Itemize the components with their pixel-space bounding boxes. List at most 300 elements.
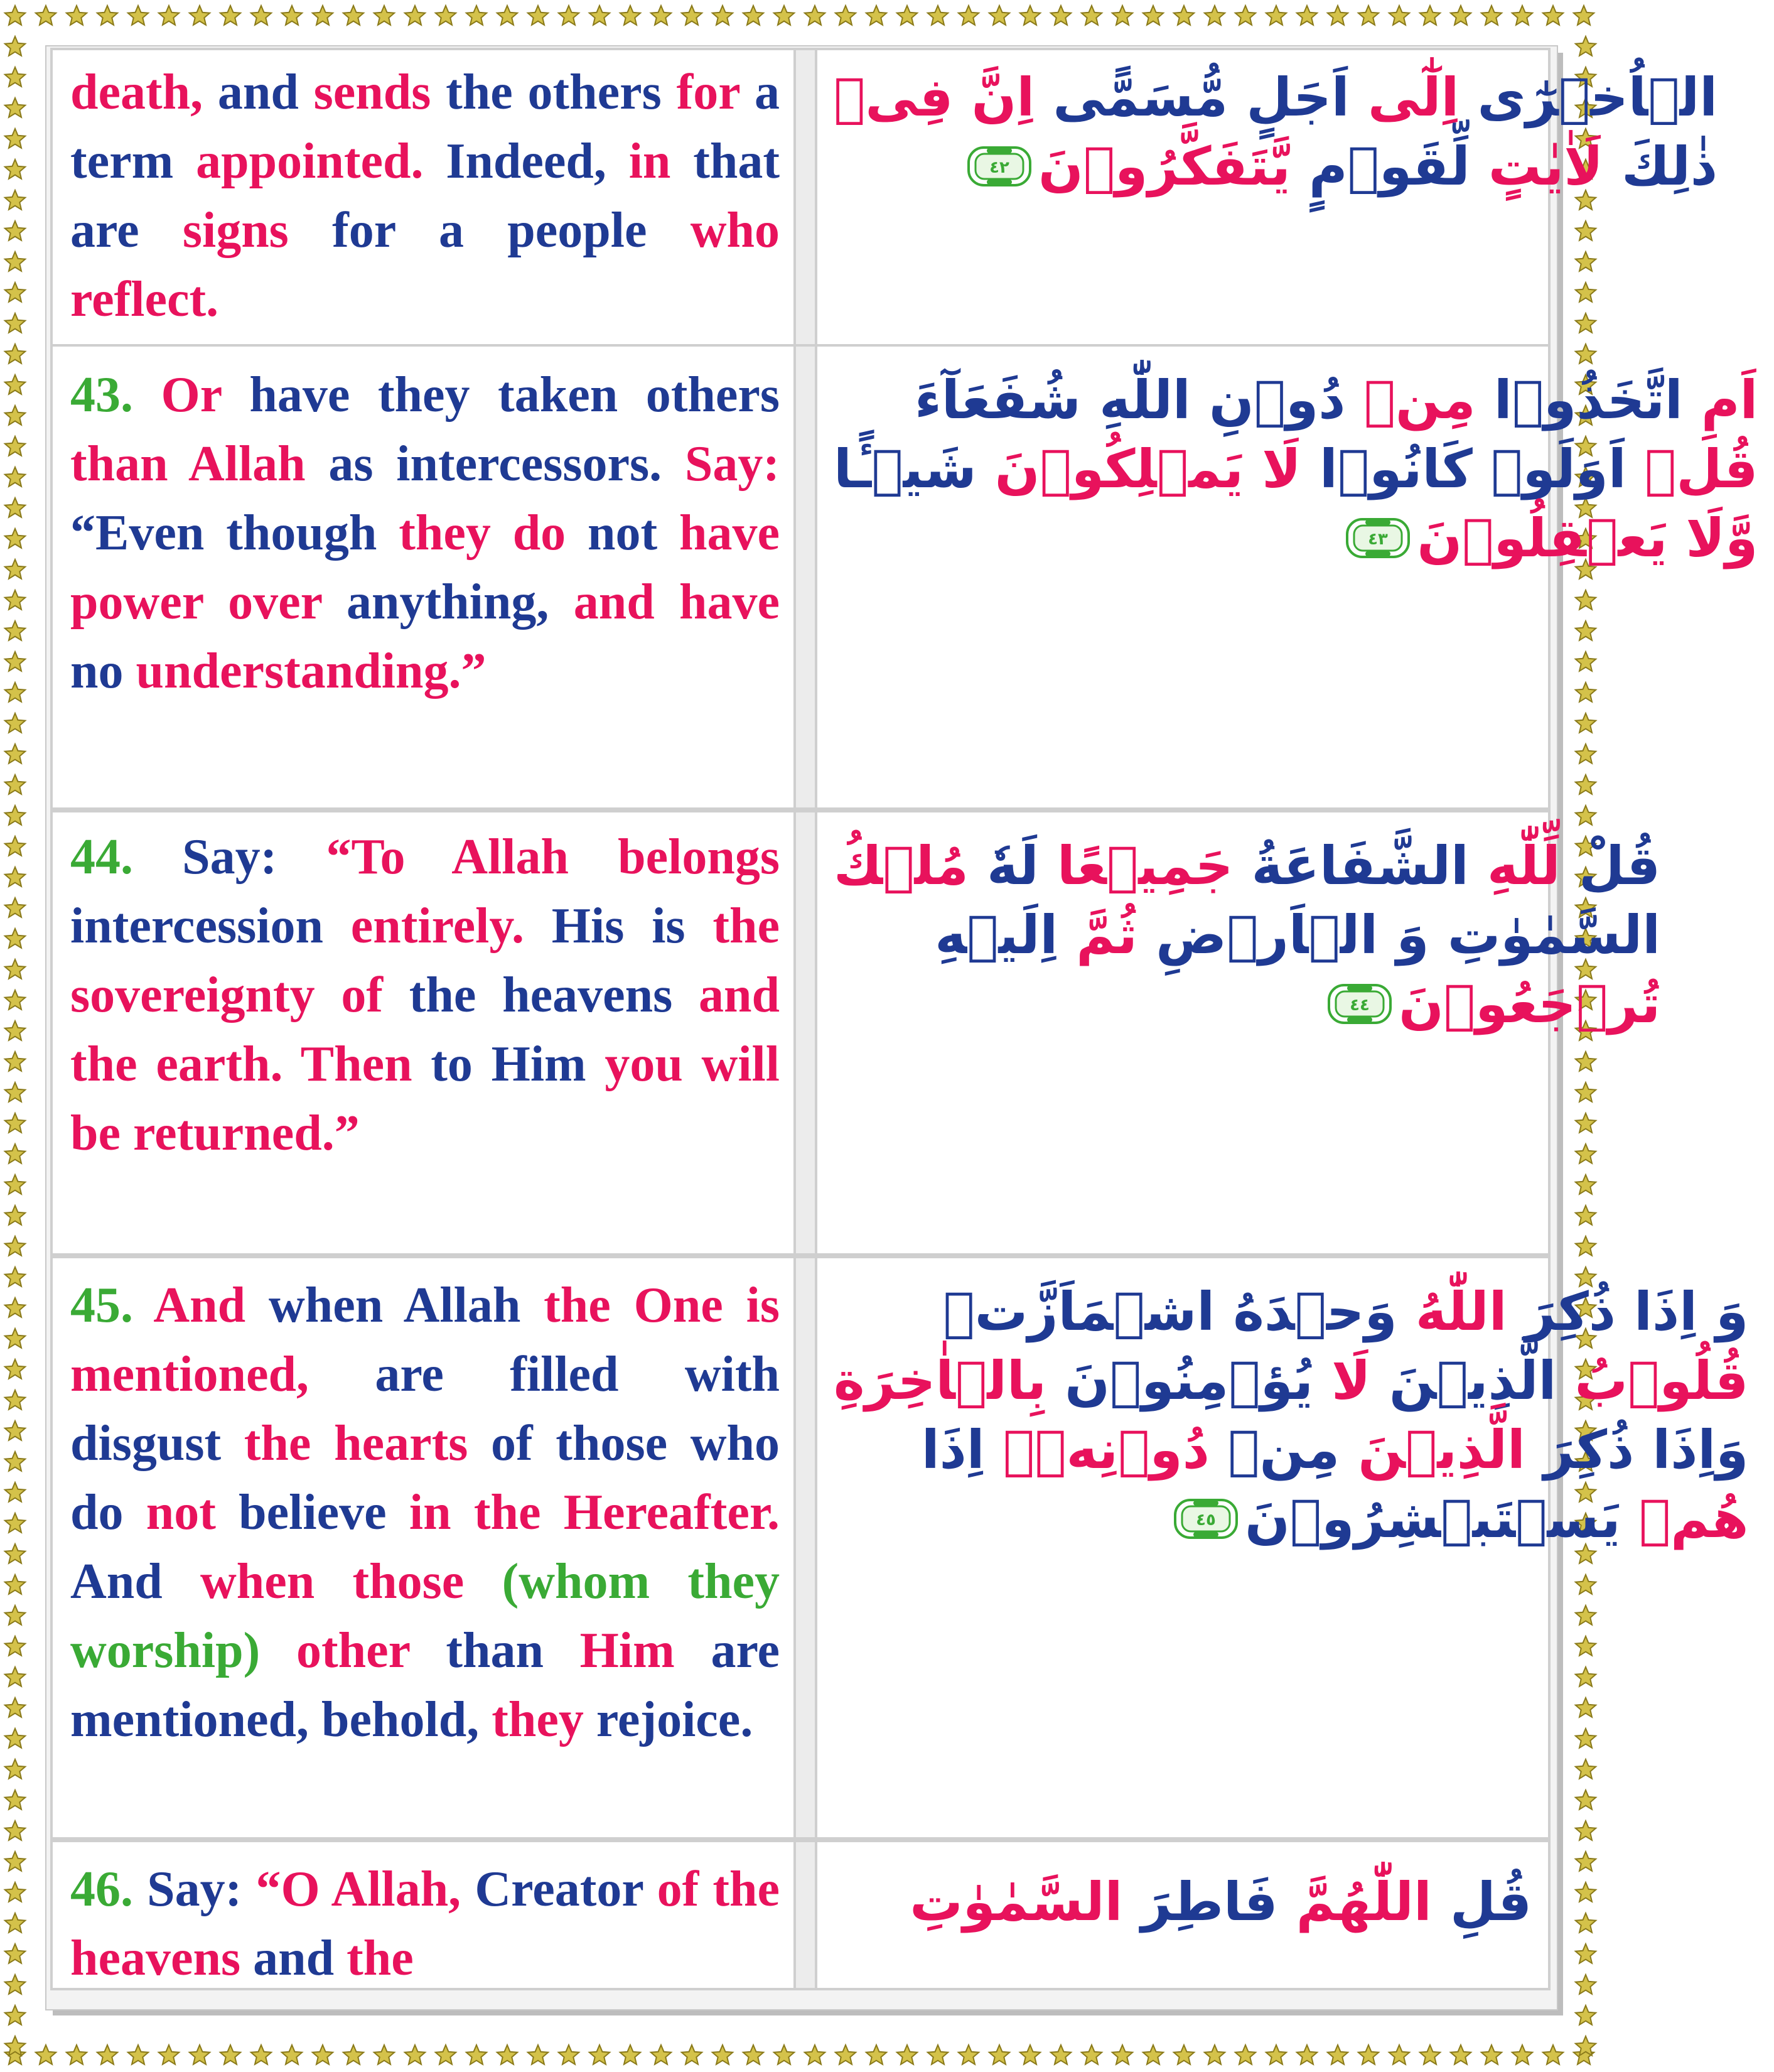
arabic-line	[834, 132, 1718, 201]
star-icon	[5, 1636, 25, 1656]
star-icon	[1576, 1975, 1596, 1994]
star-icon	[436, 6, 456, 25]
english-segment: Creator	[475, 1862, 657, 1917]
star-icon	[528, 6, 548, 25]
english-segment: for	[332, 203, 439, 258]
column-separator	[793, 347, 817, 807]
english-segment: are filled with	[375, 1347, 780, 1402]
arabic-segment: اللّٰهُ	[1397, 1281, 1507, 1342]
star-icon	[866, 2045, 886, 2064]
english-segment: are mentioned,	[70, 1623, 780, 1747]
star-icon	[36, 2045, 56, 2064]
english-segment: as	[328, 436, 397, 492]
star-icon	[343, 6, 363, 25]
star-icon	[436, 2045, 456, 2064]
english-segment: Say:	[182, 829, 326, 885]
star-icon	[1266, 6, 1286, 25]
star-icon	[5, 775, 25, 794]
english-segment: Then	[300, 1037, 431, 1092]
star-icon	[5, 1206, 25, 1225]
star-icon	[5, 1759, 25, 1779]
star-icon	[1358, 2045, 1379, 2064]
english-translation	[53, 812, 793, 1253]
star-icon	[251, 6, 271, 25]
arabic-segment: اَجَلٍ مُّسَمًّى	[1035, 67, 1350, 128]
star-icon	[5, 313, 25, 333]
star-icon	[1082, 2045, 1102, 2064]
english-segment: Hereafter.	[563, 1485, 780, 1540]
english-segment: the One	[544, 1278, 746, 1333]
star-icon	[620, 2045, 640, 2064]
arabic-line	[834, 63, 1718, 132]
star-icon	[5, 467, 25, 487]
arabic-segment: بِالۡاٰخِرَةِ	[834, 1350, 1046, 1411]
star-icon	[251, 2045, 271, 2064]
arabic-segment: قُلُوۡبُ	[1556, 1350, 1749, 1411]
column-separator	[793, 812, 817, 1253]
star-icon	[1543, 2045, 1563, 2064]
star-icon	[989, 2045, 1009, 2064]
star-icon	[5, 1975, 25, 1994]
english-segment: of	[341, 968, 409, 1023]
star-icon	[1358, 6, 1379, 25]
star-icon	[774, 2045, 794, 2064]
english-segment: for	[676, 65, 755, 120]
star-icon	[5, 1236, 25, 1256]
star-icon	[805, 2045, 825, 2064]
arabic-segment: الَّذِيۡنَ	[1340, 1419, 1525, 1481]
star-icon	[5, 1329, 25, 1348]
english-segment: power over	[70, 575, 347, 630]
column-separator	[793, 50, 817, 348]
star-icon	[5, 990, 25, 1010]
arabic-line	[834, 1415, 1748, 1484]
arabic-segment: مُلۡكُ	[834, 835, 969, 897]
star-icon	[190, 2045, 210, 2064]
star-icon	[5, 806, 25, 825]
star-icon	[220, 2045, 240, 2064]
arabic-segment: لِّلّٰهِ	[1468, 835, 1561, 897]
arabic-segment: لَاٰيٰتٍ	[1470, 136, 1603, 197]
star-icon	[1051, 6, 1071, 25]
star-icon	[1328, 6, 1348, 25]
star-icon	[5, 344, 25, 364]
star-icon	[1112, 2045, 1132, 2064]
star-icon	[1576, 2005, 1596, 2025]
arabic-line	[834, 365, 1758, 434]
arabic-line	[834, 831, 1660, 900]
star-icon	[1235, 6, 1255, 25]
star-icon	[1205, 6, 1225, 25]
arabic-segment: دُوۡنِهٖۤ	[984, 1419, 1210, 1481]
star-icon	[897, 2045, 917, 2064]
ayah-number: ٤٤	[1350, 996, 1370, 1015]
arabic-line	[834, 1277, 1748, 1346]
arabic-segment: وَحۡدَهُ	[1215, 1281, 1397, 1342]
star-icon	[343, 2045, 363, 2064]
star-icon	[5, 1298, 25, 1317]
star-icon	[5, 129, 25, 148]
star-icon	[651, 6, 671, 25]
star-icon	[5, 1359, 25, 1379]
star-icon	[589, 6, 610, 25]
star-icon	[1174, 6, 1194, 25]
star-icon	[866, 6, 886, 25]
star-icon	[805, 6, 825, 25]
english-segment: 45.	[70, 1278, 154, 1333]
star-icon	[743, 2045, 763, 2064]
arabic-segment: اِذَا	[921, 1419, 985, 1481]
arabic-text	[817, 347, 1774, 807]
star-icon	[5, 683, 25, 702]
star-icon	[97, 2045, 117, 2064]
star-icon	[5, 1821, 25, 1840]
english-segment: have	[679, 575, 780, 630]
star-icon	[5, 621, 25, 640]
english-segment: intercessors.	[396, 436, 685, 492]
arabic-segment: دُوۡنِ اللّٰهِ شُفَعَآءَ	[914, 369, 1346, 431]
star-icon	[5, 1421, 25, 1440]
english-segment: 46.	[70, 1862, 148, 1917]
english-segment: believe	[239, 1485, 409, 1540]
arabic-segment: اشۡمَاَزَّتۡ	[943, 1281, 1215, 1342]
english-segment: Or	[161, 367, 250, 423]
star-icon	[5, 1790, 25, 1810]
english-segment: heavens	[502, 968, 699, 1023]
star-icon	[282, 6, 302, 25]
arabic-segment: قُلِ	[1431, 1871, 1532, 1933]
star-icon	[1451, 6, 1471, 25]
star-icon	[5, 1513, 25, 1533]
star-icon	[1020, 6, 1040, 25]
star-icon	[466, 2045, 487, 2064]
verse-row-46	[50, 1840, 1551, 1990]
arabic-line	[834, 1346, 1748, 1415]
star-icon	[1543, 6, 1563, 25]
arabic-segment: يُؤۡمِنُوۡنَ	[1046, 1350, 1313, 1411]
star-icon	[5, 1667, 25, 1686]
star-icon	[928, 6, 948, 25]
star-icon	[959, 2045, 979, 2064]
english-segment: that are	[70, 134, 780, 258]
verse-row-45	[50, 1256, 1749, 1840]
star-icon	[5, 1698, 25, 1717]
star-icon	[5, 436, 25, 456]
star-icon	[5, 1175, 25, 1194]
star-icon	[5, 283, 25, 302]
english-segment: returned.”	[133, 1106, 360, 1161]
ayah-number: ٤٢	[989, 158, 1009, 178]
arabic-segment: هُمۡ	[1620, 1488, 1749, 1550]
star-icon	[5, 221, 25, 240]
ayah-end-marker-icon	[1173, 1498, 1239, 1540]
star-icon	[5, 959, 25, 979]
english-segment: “O Allah,	[255, 1862, 475, 1917]
english-segment: And	[153, 1278, 269, 1333]
star-icon	[5, 929, 25, 948]
verse-row-44	[50, 810, 1661, 1256]
english-segment: And	[70, 1554, 201, 1609]
star-icon	[220, 6, 240, 25]
arabic-segment: فَاطِرَ	[1122, 1871, 1278, 1933]
star-icon	[5, 1605, 25, 1625]
arabic-segment: قُلۡ	[1626, 438, 1758, 500]
arabic-segment: يَّتَفَكَّرُوۡنَ	[1038, 136, 1291, 197]
star-icon	[5, 406, 25, 425]
english-segment: disgust	[70, 1416, 244, 1471]
star-icon	[36, 6, 56, 25]
english-segment: the hearts	[244, 1416, 492, 1471]
star-icon	[620, 6, 640, 25]
star-icon	[5, 867, 25, 887]
ayah-end-marker-icon	[1345, 517, 1411, 559]
english-segment: to Him	[431, 1037, 605, 1092]
star-icon	[405, 6, 425, 25]
arabic-segment: وَّلَا يَعۡقِلُوۡنَ	[1417, 507, 1758, 569]
arabic-segment: يَسۡتَبۡشِرُوۡنَ	[1245, 1488, 1621, 1550]
ayah-end-marker-icon	[967, 146, 1032, 187]
arabic-segment: اِلٰٓى	[1349, 67, 1460, 128]
english-segment: the sovereignty	[70, 898, 780, 1023]
english-segment: of those	[491, 1416, 691, 1471]
ayah-number: ٤٣	[1368, 530, 1389, 549]
arabic-segment: وَاِذَا ذُكِرَ	[1525, 1419, 1749, 1481]
star-icon	[5, 1144, 25, 1163]
star-icon	[5, 2005, 25, 2025]
star-icon	[5, 652, 25, 671]
star-icon	[5, 1729, 25, 1748]
english-translation	[53, 347, 793, 807]
star-icon	[1297, 2045, 1317, 2064]
english-segment: sends	[313, 65, 446, 120]
english-segment: you will be	[70, 1037, 780, 1161]
english-segment: they	[399, 505, 513, 561]
star-icon	[559, 2045, 579, 2064]
english-segment: is mentioned,	[70, 1278, 780, 1402]
star-icon	[1205, 2045, 1225, 2064]
star-icon	[1174, 2045, 1194, 2064]
star-icon	[1481, 2045, 1502, 2064]
english-segment: Indeed,	[446, 134, 629, 189]
arabic-segment: اتَّخَذُوۡا	[1475, 369, 1683, 431]
english-segment: other	[296, 1623, 446, 1678]
star-icon	[5, 836, 25, 856]
star-icon	[528, 2045, 548, 2064]
star-icon	[651, 2045, 671, 2064]
star-icon	[712, 6, 733, 25]
english-segment: though	[226, 505, 399, 561]
star-icon	[1297, 6, 1317, 25]
star-icon	[1481, 6, 1502, 25]
star-icon	[959, 6, 979, 25]
star-icon	[5, 6, 25, 25]
star-icon	[1420, 2045, 1440, 2064]
english-segment: in	[628, 134, 694, 189]
arabic-segment: اِلَيۡهِ	[935, 904, 1058, 966]
english-segment: others	[645, 367, 780, 423]
star-icon	[743, 6, 763, 25]
arabic-segment: جَمِيۡعًا	[1038, 835, 1234, 897]
star-icon	[128, 2045, 148, 2064]
star-icon	[5, 1452, 25, 1471]
star-icon	[5, 1267, 25, 1287]
english-segment: Him	[579, 1623, 711, 1678]
star-icon	[5, 1882, 25, 1902]
star-icon	[5, 1113, 25, 1133]
english-segment: death,	[70, 65, 218, 120]
star-icon	[374, 2045, 394, 2064]
star-icon	[1020, 2045, 1040, 2064]
star-icon	[5, 1944, 25, 1963]
star-icon	[5, 190, 25, 210]
column-separator	[793, 1842, 817, 1988]
star-icon	[67, 2045, 87, 2064]
arabic-line	[834, 1867, 1532, 1936]
star-icon	[1143, 2045, 1163, 2064]
star-icon	[1576, 1852, 1596, 1871]
star-icon	[712, 2045, 733, 2064]
arabic-segment: قُلْ	[1560, 835, 1661, 897]
english-segment: when those	[200, 1554, 502, 1609]
star-icon	[5, 1482, 25, 1502]
star-icon	[128, 6, 148, 25]
arabic-segment: لَا يَمۡلِكُوۡنَ	[976, 438, 1301, 500]
star-icon	[5, 529, 25, 548]
star-icon	[1512, 2045, 1532, 2064]
english-segment: the others	[446, 65, 677, 120]
english-segment: entirely.	[350, 898, 552, 954]
arabic-line	[834, 969, 1660, 1039]
english-segment: Allah	[188, 436, 329, 492]
english-segment: not	[146, 1485, 239, 1540]
english-segment: of	[657, 1862, 713, 1917]
english-segment: who reflect.	[70, 203, 780, 327]
english-translation	[53, 50, 793, 348]
arabic-segment: مِنۡ	[1345, 369, 1476, 431]
star-icon	[5, 1913, 25, 1933]
arabic-text	[817, 50, 1734, 348]
star-icon	[774, 6, 794, 25]
star-icon	[5, 1021, 25, 1040]
arabic-text	[817, 1258, 1765, 1837]
english-segment: a people	[439, 203, 691, 258]
star-icon	[1328, 2045, 1348, 2064]
english-segment: Say:	[147, 1862, 256, 1917]
english-translation	[53, 1842, 793, 1988]
arabic-segment: ثُمَّ	[1058, 904, 1137, 966]
star-icon	[5, 1852, 25, 1871]
english-segment: the heavens	[70, 1862, 780, 1986]
star-icon	[1574, 6, 1594, 25]
arabic-line	[834, 434, 1758, 504]
star-icon	[5, 67, 25, 87]
star-icon	[589, 2045, 610, 2064]
english-segment: no	[70, 644, 136, 699]
english-segment: “To Allah belongs	[326, 829, 780, 885]
star-icon	[5, 1082, 25, 1102]
english-segment: than	[70, 436, 188, 492]
star-icon	[497, 6, 517, 25]
star-icon	[374, 6, 394, 25]
english-segment: have they taken	[249, 367, 646, 423]
star-icon	[159, 2045, 179, 2064]
arabic-segment: تُرۡجَعُوۡنَ	[1399, 973, 1661, 1035]
arabic-segment: ذٰلِكَ	[1603, 136, 1718, 197]
english-segment: (whom they worship)	[70, 1554, 780, 1678]
star-icon	[897, 6, 917, 25]
english-segment: have	[679, 505, 780, 561]
star-icon	[405, 2045, 425, 2064]
star-icon	[1235, 2045, 1255, 2064]
star-icon	[5, 159, 25, 179]
star-icon	[928, 2045, 948, 2064]
english-segment: 43.	[70, 367, 161, 423]
star-icon	[1576, 1882, 1596, 1902]
english-segment: Say:	[684, 436, 780, 492]
star-icon	[5, 36, 25, 56]
english-segment: “Even	[70, 505, 227, 561]
arabic-segment: اَمِ	[1682, 369, 1758, 431]
star-icon	[1420, 6, 1440, 25]
star-icon	[5, 1575, 25, 1594]
english-segment: His is	[551, 898, 713, 954]
english-segment: do	[512, 505, 588, 561]
star-icon	[1389, 6, 1409, 25]
arabic-segment: لَا	[1313, 1350, 1371, 1411]
english-segment: behold,	[321, 1692, 492, 1747]
column-separator	[793, 1258, 817, 1837]
ayah-end-marker-icon	[1327, 983, 1392, 1025]
arabic-segment: الَّذِيۡنَ	[1370, 1350, 1557, 1411]
english-segment: than	[446, 1623, 580, 1678]
arabic-text	[817, 812, 1677, 1253]
star-icon	[159, 6, 179, 25]
star-icon	[313, 2045, 333, 2064]
arabic-line	[834, 900, 1660, 969]
star-icon	[1451, 2045, 1471, 2064]
star-icon	[5, 498, 25, 517]
star-icon	[1389, 2045, 1409, 2064]
english-segment: anything,	[347, 575, 574, 630]
verse-row-43	[50, 344, 1758, 810]
star-icon	[97, 6, 117, 25]
arabic-segment: اِنَّ فِىۡ	[834, 67, 1035, 128]
arabic-segment: الشَّفَاعَةُ	[1233, 835, 1469, 897]
arabic-segment: لِّقَوۡمٍ	[1290, 136, 1470, 197]
star-icon	[5, 1544, 25, 1563]
english-segment: and	[253, 1931, 347, 1986]
star-icon	[1512, 6, 1532, 25]
arabic-segment: السَّمٰوٰتِ وَ الۡاَرۡضِ	[1137, 904, 1661, 966]
english-segment: 44.	[70, 829, 183, 885]
star-icon	[5, 898, 25, 917]
star-icon	[682, 2045, 702, 2064]
star-icon	[1051, 2045, 1071, 2064]
arabic-segment: لَهٗ	[968, 835, 1039, 897]
arabic-segment: الۡاُخۡرٰٓى	[1459, 67, 1718, 128]
english-segment: intercession	[70, 898, 351, 954]
english-segment: understanding.”	[136, 644, 487, 699]
star-icon	[836, 2045, 856, 2064]
star-icon	[682, 6, 702, 25]
arabic-segment: اَوَلَوۡ كَانُوۡا	[1301, 438, 1626, 500]
star-icon	[5, 744, 25, 764]
star-icon	[5, 252, 25, 271]
arabic-segment: اللّٰهُمَّ	[1277, 1871, 1432, 1933]
english-segment: in the	[409, 1485, 564, 1540]
star-icon	[1576, 1944, 1596, 1963]
english-segment: and	[217, 65, 314, 120]
